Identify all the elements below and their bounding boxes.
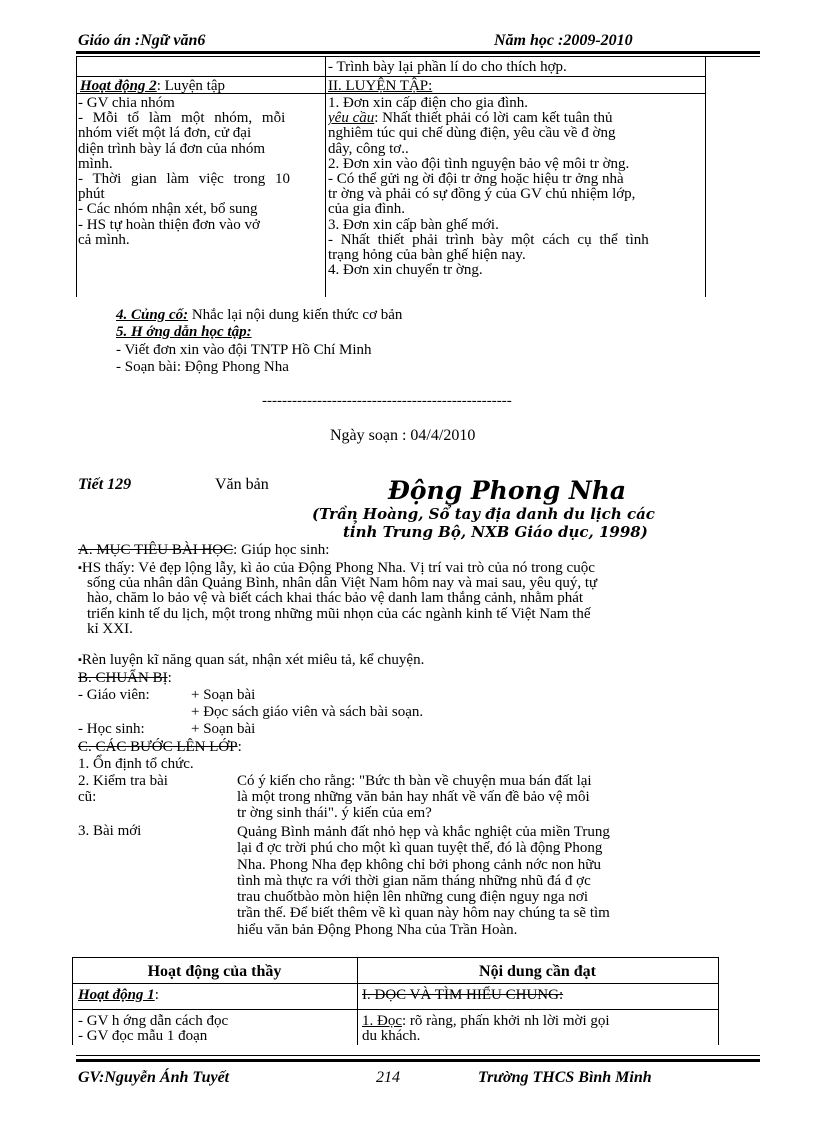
read-label: 1. Đọc: [362, 1013, 402, 1029]
activity-1-label: Hoạt động 1: [78, 987, 155, 1003]
activity-2-label: Hoạt động 2: [80, 78, 157, 94]
top-right-line: [328, 111, 703, 126]
step-2-body: [237, 774, 715, 821]
objective-text: HS thấy: Vẻ đẹp lộng lẫy, kì ảo của Động Phong Nha. Vị trí vai trò của nó trong cuộc: [81, 561, 595, 576]
top-left-line: phút: [78, 187, 105, 203]
step-1: 1. Ổn định tổ chức.: [78, 756, 194, 772]
top-right-line: 3. Đơn xin cấp bàn ghế mới.: [328, 217, 499, 233]
top-left-line: cả mình.: [78, 232, 130, 248]
consolidate-label: 4. Củng cố:: [116, 307, 189, 323]
top-left-line: - Thời gian làm việc trong 10: [78, 172, 290, 188]
step-3-line: Quảng Bình mảnh đất nhỏ hẹp và khắc nghiệt của miền Trung: [237, 824, 610, 840]
activity-2-rest: : Luyện tập: [156, 78, 226, 94]
step-3-line: trau chuốtbào mòn hiện lên những cung điện nguy nga nơi: [237, 889, 588, 906]
top-left-line: nhóm viết một lá đơn, cử đại: [78, 126, 252, 142]
step-3-label: 3. Bài mới: [78, 823, 142, 839]
objective-line: [78, 622, 718, 637]
footer-left: GV:Nguyễn Ánh Tuyết: [78, 1069, 230, 1086]
bottom-left-line: - GV h ớng dẫn cách đọc: [78, 1013, 229, 1029]
practice-section-title: II. LUYỆN TẬP:: [328, 78, 433, 94]
header-right: Năm học :2009-2010: [494, 32, 633, 49]
objectives-heading: [78, 543, 329, 558]
objective-text: kỉ XXI.: [87, 621, 133, 637]
footer-rule: [76, 1059, 760, 1062]
top-left-line: - Các nhóm nhận xét, bổ sung: [78, 202, 258, 218]
top-right-line: của gia đình.: [328, 202, 406, 218]
bottom-right-line: du khách.: [362, 1028, 421, 1044]
guide-item: - Viết đơn xin vào đội TNTP Hồ Chí Minh: [116, 342, 372, 358]
guide-label: 5. H ớng dẫn học tập:: [116, 324, 252, 340]
requirement-text: : Nhất thiết phải có lời cam kết tuân thủ: [374, 111, 613, 127]
prep-heading-rest: :: [167, 670, 172, 686]
prep-heading-label: B. CHUẨN BỊ: [78, 670, 168, 686]
bottom-left-line: - GV đọc mẫu 1 đoạn: [78, 1028, 208, 1044]
prep-teacher-item: + Đọc sách giáo viên và sách bài soạn.: [191, 704, 424, 720]
date-prepared: Ngày soạn : 04/4/2010: [330, 427, 476, 444]
top-right-cell: [328, 96, 703, 278]
guide-item: - Soạn bài: Động Phong Nha: [116, 359, 289, 375]
footer-right: Trường THCS Bình Minh: [478, 1069, 652, 1086]
step-2-line: Có ý kiến cho rằng: "Bức th bàn về chuyện mua bán đất lại: [237, 774, 592, 789]
step-3-line: trần thế. Để biết thêm về kì quan này hôm nay chúng ta sẽ tìm: [237, 905, 610, 922]
objective-line: ▪HS thấy: Vẻ đẹp lộng lẫy, kì ảo của Động Phong Nha. Vị trí vai trò của nó trong cuộc: [78, 561, 595, 576]
consolidate-line: [116, 308, 402, 323]
prep-teacher-item: + Soạn bài: [191, 687, 256, 703]
requirement-label: yêu cầu: [328, 111, 375, 127]
top-left-line: mình.: [78, 156, 113, 172]
objective-line: [78, 591, 718, 606]
prep-teacher-label: - Giáo viên:: [78, 687, 150, 703]
steps-heading-label: C. CÁC BƯỚC LÊN LỚP: [78, 739, 238, 755]
step-3-line: tình mà thực ra với thời gian năm tháng những nhũ đá đ ợc: [237, 872, 591, 889]
steps-heading-rest: :: [237, 739, 242, 755]
objective-text: hào, chăm lo bảo vệ và biết cách khai thác bảo vệ danh lam thắng cảnh, nhằm phát: [87, 591, 584, 607]
read-text: : rõ ràng, phấn khởi nh lời mời gọi: [402, 1013, 610, 1029]
col1-header: Hoạt động của thầy: [147, 963, 282, 980]
objective-text: Rèn luyện kĩ năng quan sát, nhận xét miêu tả, kể chuyện.: [81, 652, 425, 668]
section-1-title: I. ĐỌC VÀ TÌM HIỂU CHUNG:: [362, 987, 564, 1003]
top-left-line: - HS tự hoàn thiện đơn vào vở: [78, 217, 260, 233]
top-right-line: tr ờng và phải có sự đồng ý của GV chủ nhiệm lớp,: [328, 187, 636, 203]
objective-bullet-2: ▪Rèn luyện kĩ năng quan sát, nhận xét miêu tả, kể chuyện.: [78, 652, 425, 668]
step-2-line: là một trong những văn bản hay nhất về vấn đề bảo vệ môi: [237, 789, 590, 805]
top-right-line: nghiêm túc qui chế dùng điện, yêu cầu về đ ờng: [328, 126, 616, 142]
step-3-line: lại đ ợc trời phú cho một kì quan tuyệt thế, đó là động Phong: [237, 840, 603, 857]
top-right-line: dây, công tơ..: [328, 141, 409, 157]
step-2-line: tr ờng sinh thái". ý kiến của em?: [237, 805, 432, 821]
header-rule-thin: [76, 56, 760, 57]
consolidate-text: Nhắc lại nội dung kiến thức cơ bản: [188, 307, 403, 323]
separator: --------------------------------------------------: [262, 393, 512, 409]
header-rule: [76, 51, 760, 54]
objective-text: sống của nhân dân Quảng Bình, nhân dân Việt Nam hôm nay và mai sau, yêu quý, tự: [87, 576, 598, 592]
step-3-line: Nha. Phong Nha đẹp không chỉ bởi phong cảnh nớc non hữu: [237, 856, 601, 873]
objective-text: triển kinh tế du lịch, một trong những mũi nhọn của các ngành kinh tế Việt Nam thế: [87, 606, 591, 622]
lesson-kind: Văn bản: [215, 476, 269, 493]
top-row0-right: - Trình bày lại phần lí do cho thích hợp.: [328, 59, 567, 75]
objective-line: [78, 576, 718, 591]
bottom-right-line: [362, 1014, 610, 1029]
steps-heading: [78, 740, 242, 755]
top-left-line: diện trình bày lá đơn của nhóm: [78, 141, 266, 157]
footer-rule-thin: [76, 1055, 760, 1056]
prep-student-item: + Soạn bài: [191, 721, 256, 737]
top-left-line: - GV chia nhóm: [78, 96, 175, 111]
objectives-heading-rest: : Giúp học sinh:: [233, 542, 330, 558]
top-right-line: trạng hỏng của bàn ghế hiện nay.: [328, 248, 526, 264]
step-3-body: [237, 824, 715, 938]
activity-1-rest: :: [154, 987, 159, 1003]
activity-1-heading: [78, 988, 159, 1003]
footer-page: 214: [376, 1069, 400, 1086]
header-left: Giáo án :Ngữ văn6: [78, 32, 206, 49]
lesson-source-1: (Trần Hoàng, Sổ tay địa danh du lịch các: [312, 505, 655, 523]
step-3-line: hiểu văn bản Động Phong Nha của Trần Hoàn.: [237, 921, 518, 938]
prep-student-label: - Học sinh:: [78, 721, 145, 737]
top-right-line: 1. Đơn xin cấp điện cho gia đình.: [328, 96, 528, 111]
top-left-cell: [78, 96, 320, 248]
top-right-line: 2. Đơn xin vào đội tình nguyện bảo vệ môi tr ờng.: [328, 156, 630, 172]
activity-2-heading: [80, 79, 225, 94]
col2-header: Nội dung cần đạt: [479, 963, 596, 980]
top-right-line: - Có thể gửi ng ời đội tr ởng hoặc hiệu tr ởng nhà: [328, 172, 624, 188]
lesson-number: Tiết 129: [78, 476, 132, 493]
top-right-line: - Nhất thiết phải trình bày một cách cụ thể tình: [328, 232, 649, 248]
prep-heading: [78, 671, 172, 686]
step-2-label-a: 2. Kiểm tra bài: [78, 773, 168, 789]
top-left-line: - Mỗi tổ làm một nhóm, mỗi: [78, 111, 286, 127]
top-right-line: 4. Đơn xin chuyển tr ờng.: [328, 263, 483, 279]
lesson-source-2: tỉnh Trung Bộ, NXB Giáo dục, 1998): [343, 523, 648, 541]
objective-line: [78, 607, 718, 622]
lesson-title: Động Phong Nha: [388, 476, 627, 505]
step-2-label-b: cũ:: [78, 789, 97, 805]
objectives-heading-label: A. MỤC TIÊU BÀI HỌC: [78, 542, 234, 558]
objective-bullet-1: [78, 561, 718, 637]
